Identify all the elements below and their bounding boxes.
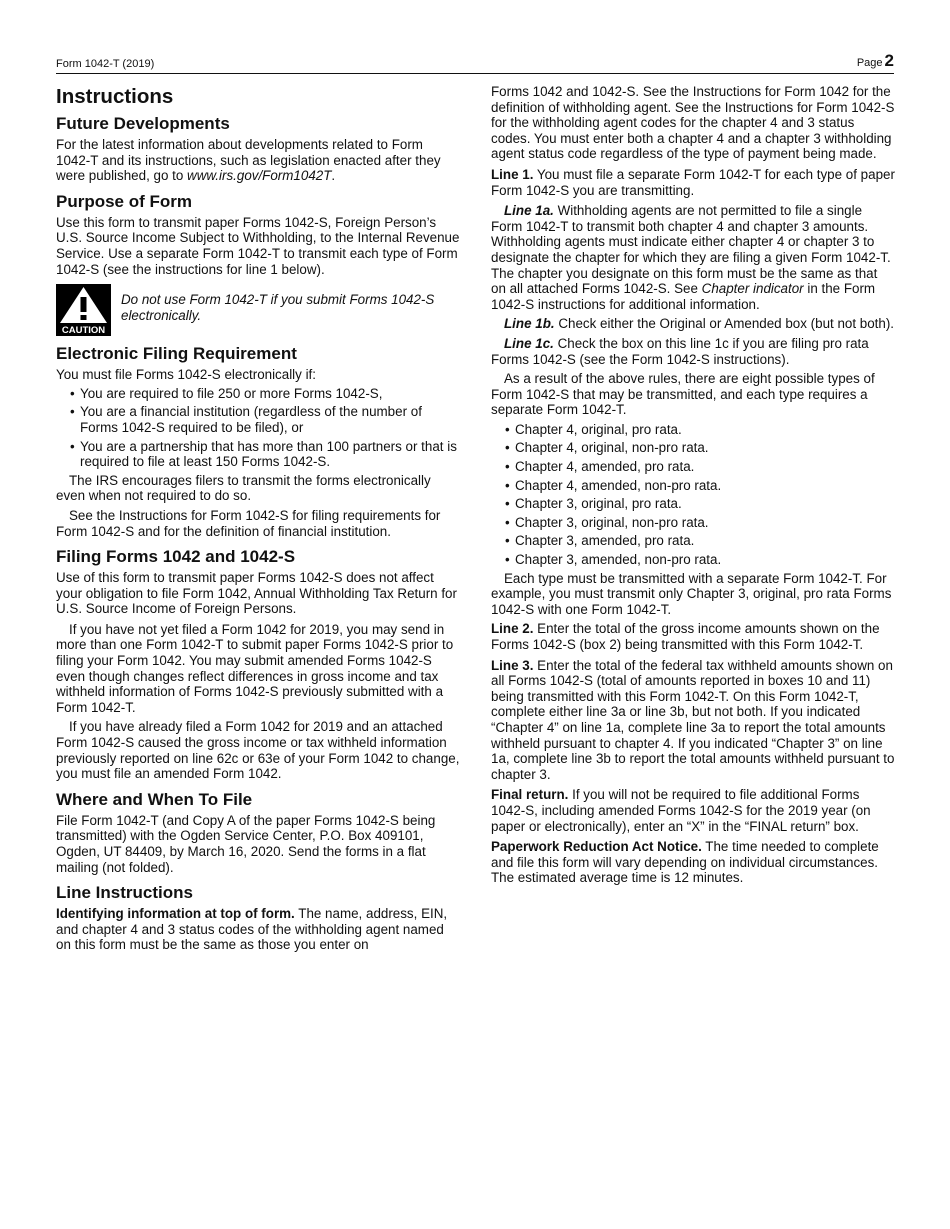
efile-para-2: See the Instructions for Form 1042-S for filing requirements for Form 1042-S and for the definition of financial institution. [56, 507, 441, 539]
list-item: • Chapter 4, original, non-pro rata. [491, 440, 895, 456]
filing-para-1: Use of this form to transmit paper Forms 1042-S does not affect your obligation to file Form 1042, Annual Withholding Tax Return for U.S. Source Income of Foreign Persons. [56, 570, 457, 617]
right-column [491, 84, 895, 891]
page-label: Page [856, 57, 883, 69]
line-3-text: Line 3. Enter the total of the federal tax withheld amounts shown on all Forms 1042-S (total of amounts reported in boxes 10 and 11) being transmitted with this Form 1042-T. On this Form 1042-T, complete either line 3a or line 3b, but not both. If you indicated “Chapter 4” on line 1a, complete line 3a to report the total amounts withheld pursuant to chapter 4. If you indicated “Chapter 3” on line 1a, complete line 3b to report the total amounts withheld pursuant to chapter 3. [491, 657, 895, 782]
irs-url-link[interactable]: www.irs.gov/Form1042T [187, 168, 332, 184]
left-column [56, 84, 460, 958]
line-1c-text: Line 1c. Check the box on this line 1c if you are filing pro rata Forms 1042-S (see the Form 1042-S instructions). [491, 335, 869, 367]
where-text: File Form 1042-T (and Copy A of the paper Forms 1042-S being transmitted) with the Ogden Service Center, P.O. Box 409101, Ogden, UT 84409, by March 16, 2020. Send the forms in a flat mailing (not folded). [56, 812, 436, 875]
instructions-title: Instructions [56, 85, 174, 108]
list-item: • Chapter 3, original, pro rata. [491, 496, 895, 512]
continued-text: Forms 1042 and 1042-S. See the Instructions for Form 1042 for the definition of withholding agent. See the Instructions for Form 1042-S for the withholding agent codes for the chapter 4 and 3 status codes. You must enter both a chapter 4 and a chapter 3 withholding agent status code regardless of the type of payment being made. [491, 84, 895, 162]
caution-label: CAUTION [61, 325, 106, 337]
line-instructions-heading: Line Instructions [56, 883, 193, 903]
line-1b-text: Line 1b. Check either the Original or Amended box (but not both). [504, 316, 895, 332]
efile-list [56, 386, 460, 470]
paperwork-notice-text: Paperwork Reduction Act Notice. The time needed to complete and file this form will vary depending on individual circumstances. The estimated average time is 12 minutes. [491, 839, 879, 886]
types-list [491, 422, 895, 568]
page-indicator [857, 53, 894, 72]
form-label: Form 1042-T (2019) [56, 58, 155, 70]
where-heading: Where and When To File [56, 789, 253, 809]
page-header [56, 53, 894, 74]
list-item: • You are a financial institution (regardless of the number of Forms 1042-S required to be filed), or [56, 404, 460, 435]
efile-heading: Electronic Filing Requirement [56, 344, 297, 364]
page-number: 2 [884, 51, 894, 70]
purpose-heading: Purpose of Form [56, 191, 193, 211]
list-item: • Chapter 4, original, pro rata. [491, 422, 895, 438]
filing-para-3: If you have already filed a Form 1042 for 2019 and an attached Form 1042-S caused the gross income or tax withheld information previously reported on line 62c or 63e of your Form 1042 to change, you must file an amended Form 1042. [56, 719, 460, 782]
final-return-text: Final return. If you will not be required to file additional Forms 1042-S, including amended Forms 1042-S for the 2019 year (on paper or electronically), enter an “X” in the “FINAL return” box. [491, 787, 871, 834]
list-item: • Chapter 3, original, non-pro rata. [491, 515, 895, 531]
list-item: • You are required to file 250 or more Forms 1042-S, [56, 386, 460, 402]
caution-box [56, 284, 460, 336]
types-after: Each type must be transmitted with a separate Form 1042-T. For example, you must transmit only Chapter 3, original, pro rata Forms 1042-S with one Form 1042-T. [491, 570, 892, 617]
identifying-info-text: Identifying information at top of form. The name, address, EIN, and chapter 4 and 3 status codes of the withholding agent named on this form must be the same as those you enter on [56, 906, 448, 953]
efile-intro: You must file Forms 1042-S electronically if: [56, 367, 316, 383]
purpose-text: Use this form to transmit paper Forms 1042-S, Foreign Person’s U.S. Source Income Subject to Withholding, to the Internal Revenue Service. Use a separate Form 1042-T to transmit each type of Form 1042-S (see the instructions for line 1 below). [56, 214, 460, 277]
list-item: • Chapter 4, amended, pro rata. [491, 459, 895, 475]
future-developments-text: For the latest information about developments related to Form 1042-T and its instructions, such as legislation enacted after they were published, go to www.irs.gov/Form1042T. [56, 137, 441, 184]
filing-heading: Filing Forms 1042 and 1042-S [56, 547, 296, 567]
efile-para-1: The IRS encourages filers to transmit the forms electronically even when not required to do so. [56, 472, 431, 504]
filing-para-2: If you have not yet filed a Form 1042 for 2019, you may send in more than one Form 1042-T to submit paper Forms 1042-S prior to filing your Form 1042. You may submit amended Forms 1042-S even though changes reflect differences in gross income and tax withheld information of Forms 1042-S previously submitted with a Form 1042-T. [56, 621, 454, 715]
list-item: • Chapter 3, amended, non-pro rata. [491, 552, 895, 568]
list-item: • Chapter 4, amended, non-pro rata. [491, 478, 895, 494]
line-2-text: Line 2. Enter the total of the gross income amounts shown on the Forms 1042-S (box 2) being transmitted with this Form 1042-T. [491, 621, 880, 652]
caution-text: Do not use Form 1042-T if you submit Forms 1042-S electronically. [121, 292, 435, 323]
types-intro: As a result of the above rules, there are eight possible types of Form 1042-S that may be transmitted, and each type requires a separate Form 1042-T. [491, 371, 875, 418]
future-developments-heading: Future Developments [56, 114, 230, 133]
caution-icon [56, 284, 111, 336]
line-1a-text: Line 1a. Withholding agents are not permitted to file a single Form 1042-T to transmit both chapter 4 and chapter 3 amounts. Withholding agents must indicate either chapter 4 or chapter 3 to designate the chapter for which they are filing a given Form 1042-T. The chapter you designate on this form must be the same as that on all attached Forms 1042-S. See Chapter indicator in the Form 1042-S instructions for additional information. [491, 203, 891, 312]
list-item: • You are a partnership that has more than 100 partners or that is required to file at least 150 Forms 1042-S. [56, 439, 460, 470]
line-1-text: Line 1. You must file a separate Form 1042-T for each type of paper Form 1042-S you are transmitting. [491, 166, 895, 198]
list-item: • Chapter 3, amended, pro rata. [491, 533, 895, 549]
